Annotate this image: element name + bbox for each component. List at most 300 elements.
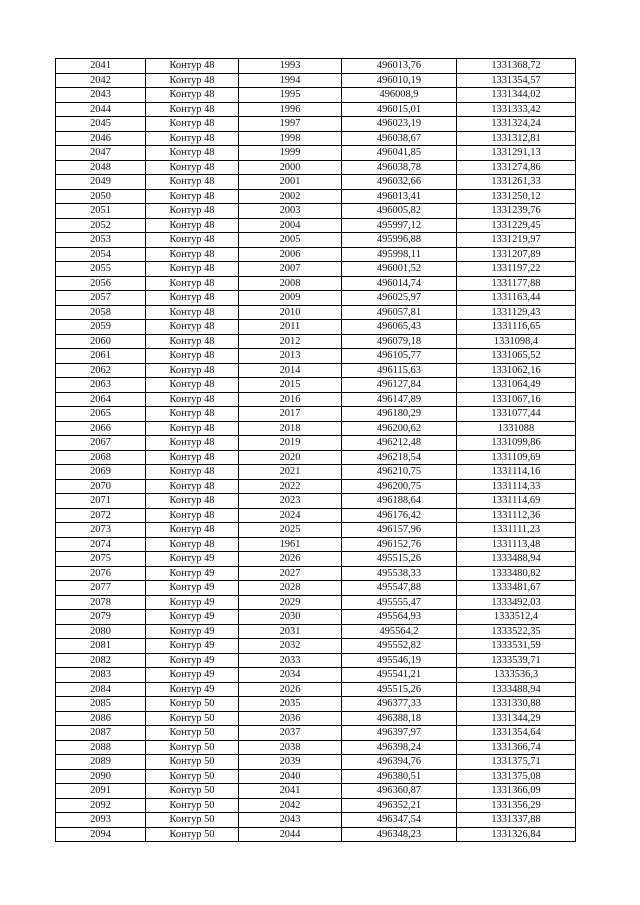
row-number-cell: 2075 <box>56 552 146 567</box>
y-coordinate-cell: 1331067,16 <box>457 392 576 407</box>
point-number-cell: 2000 <box>239 160 342 175</box>
y-coordinate-cell: 1331354,57 <box>457 73 576 88</box>
row-number-cell: 2068 <box>56 450 146 465</box>
y-coordinate-cell: 1331274,86 <box>457 160 576 175</box>
x-coordinate-cell: 495546,19 <box>342 653 457 668</box>
table-row <box>56 682 576 697</box>
x-coordinate-cell: 496014,74 <box>342 276 457 291</box>
contour-name-cell: Контур 50 <box>146 784 239 799</box>
point-number-cell: 2001 <box>239 175 342 190</box>
point-number-cell: 2031 <box>239 624 342 639</box>
x-coordinate-cell: 496010,19 <box>342 73 457 88</box>
y-coordinate-cell: 1331344,29 <box>457 711 576 726</box>
row-number-cell: 2080 <box>56 624 146 639</box>
table-row <box>56 131 576 146</box>
contour-name-cell: Контур 50 <box>146 813 239 828</box>
y-coordinate-cell: 1331250,12 <box>457 189 576 204</box>
x-coordinate-cell: 495552,82 <box>342 639 457 654</box>
row-number-cell: 2063 <box>56 378 146 393</box>
row-number-cell: 2046 <box>56 131 146 146</box>
point-number-cell: 2017 <box>239 407 342 422</box>
x-coordinate-cell: 495564,93 <box>342 610 457 625</box>
y-coordinate-cell: 1333531,59 <box>457 639 576 654</box>
x-coordinate-cell: 496157,96 <box>342 523 457 538</box>
table-row <box>56 610 576 625</box>
x-coordinate-cell: 496008,9 <box>342 88 457 103</box>
table-row <box>56 73 576 88</box>
table-row <box>56 653 576 668</box>
table-row <box>56 305 576 320</box>
point-number-cell: 2025 <box>239 523 342 538</box>
y-coordinate-cell: 1331219,97 <box>457 233 576 248</box>
table-row <box>56 581 576 596</box>
row-number-cell: 2065 <box>56 407 146 422</box>
point-number-cell: 2040 <box>239 769 342 784</box>
point-number-cell: 2015 <box>239 378 342 393</box>
row-number-cell: 2087 <box>56 726 146 741</box>
point-number-cell: 2009 <box>239 291 342 306</box>
point-number-cell: 2044 <box>239 827 342 842</box>
row-number-cell: 2069 <box>56 465 146 480</box>
table-row <box>56 508 576 523</box>
point-number-cell: 2023 <box>239 494 342 509</box>
x-coordinate-cell: 496005,82 <box>342 204 457 219</box>
y-coordinate-cell: 1331064,49 <box>457 378 576 393</box>
contour-name-cell: Контур 48 <box>146 450 239 465</box>
point-number-cell: 2043 <box>239 813 342 828</box>
y-coordinate-cell: 1331197,22 <box>457 262 576 277</box>
row-number-cell: 2045 <box>56 117 146 132</box>
point-number-cell: 1996 <box>239 102 342 117</box>
point-number-cell: 2038 <box>239 740 342 755</box>
point-number-cell: 2004 <box>239 218 342 233</box>
table-row <box>56 639 576 654</box>
x-coordinate-cell: 495997,12 <box>342 218 457 233</box>
x-coordinate-cell: 496180,29 <box>342 407 457 422</box>
row-number-cell: 2062 <box>56 363 146 378</box>
table-row <box>56 552 576 567</box>
table-row <box>56 436 576 451</box>
contour-name-cell: Контур 50 <box>146 711 239 726</box>
contour-name-cell: Контур 48 <box>146 88 239 103</box>
point-number-cell: 2035 <box>239 697 342 712</box>
x-coordinate-cell: 496115,63 <box>342 363 457 378</box>
coordinates-table <box>55 58 576 842</box>
table-row <box>56 740 576 755</box>
table-row <box>56 827 576 842</box>
row-number-cell: 2053 <box>56 233 146 248</box>
contour-name-cell: Контур 48 <box>146 276 239 291</box>
y-coordinate-cell: 1333512,4 <box>457 610 576 625</box>
x-coordinate-cell: 496013,76 <box>342 59 457 74</box>
y-coordinate-cell: 1331356,29 <box>457 798 576 813</box>
table-row <box>56 218 576 233</box>
y-coordinate-cell: 1331114,69 <box>457 494 576 509</box>
contour-name-cell: Контур 48 <box>146 494 239 509</box>
table-row <box>56 566 576 581</box>
point-number-cell: 2026 <box>239 682 342 697</box>
y-coordinate-cell: 1331366,74 <box>457 740 576 755</box>
point-number-cell: 2022 <box>239 479 342 494</box>
contour-name-cell: Контур 48 <box>146 421 239 436</box>
contour-name-cell: Контур 48 <box>146 131 239 146</box>
point-number-cell: 2011 <box>239 320 342 335</box>
table-row <box>56 146 576 161</box>
y-coordinate-cell: 1331261,33 <box>457 175 576 190</box>
x-coordinate-cell: 496013,41 <box>342 189 457 204</box>
contour-name-cell: Контур 48 <box>146 305 239 320</box>
row-number-cell: 2044 <box>56 102 146 117</box>
y-coordinate-cell: 1331112,36 <box>457 508 576 523</box>
row-number-cell: 2067 <box>56 436 146 451</box>
row-number-cell: 2057 <box>56 291 146 306</box>
contour-name-cell: Контур 48 <box>146 117 239 132</box>
contour-name-cell: Контур 50 <box>146 755 239 770</box>
point-number-cell: 2033 <box>239 653 342 668</box>
x-coordinate-cell: 496025,97 <box>342 291 457 306</box>
row-number-cell: 2058 <box>56 305 146 320</box>
y-coordinate-cell: 1331177,88 <box>457 276 576 291</box>
point-number-cell: 2006 <box>239 247 342 262</box>
table-row <box>56 523 576 538</box>
row-number-cell: 2070 <box>56 479 146 494</box>
contour-name-cell: Контур 48 <box>146 378 239 393</box>
row-number-cell: 2074 <box>56 537 146 552</box>
y-coordinate-cell: 1331099,86 <box>457 436 576 451</box>
x-coordinate-cell: 496001,52 <box>342 262 457 277</box>
x-coordinate-cell: 496023,19 <box>342 117 457 132</box>
contour-name-cell: Контур 48 <box>146 291 239 306</box>
table-row <box>56 276 576 291</box>
y-coordinate-cell: 1331337,88 <box>457 813 576 828</box>
x-coordinate-cell: 496218,54 <box>342 450 457 465</box>
x-coordinate-cell: 495996,88 <box>342 233 457 248</box>
x-coordinate-cell: 496398,24 <box>342 740 457 755</box>
contour-name-cell: Контур 49 <box>146 581 239 596</box>
y-coordinate-cell: 1331366,09 <box>457 784 576 799</box>
x-coordinate-cell: 496380,51 <box>342 769 457 784</box>
point-number-cell: 2034 <box>239 668 342 683</box>
y-coordinate-cell: 1331344,02 <box>457 88 576 103</box>
table-row <box>56 160 576 175</box>
row-number-cell: 2089 <box>56 755 146 770</box>
y-coordinate-cell: 1331375,08 <box>457 769 576 784</box>
y-coordinate-cell: 1333488,94 <box>457 682 576 697</box>
row-number-cell: 2088 <box>56 740 146 755</box>
table-row <box>56 204 576 219</box>
y-coordinate-cell: 1331324,24 <box>457 117 576 132</box>
point-number-cell: 2019 <box>239 436 342 451</box>
point-number-cell: 1961 <box>239 537 342 552</box>
row-number-cell: 2072 <box>56 508 146 523</box>
row-number-cell: 2047 <box>56 146 146 161</box>
contour-name-cell: Контур 50 <box>146 697 239 712</box>
contour-name-cell: Контур 48 <box>146 537 239 552</box>
x-coordinate-cell: 496176,42 <box>342 508 457 523</box>
y-coordinate-cell: 1333481,67 <box>457 581 576 596</box>
table-row <box>56 798 576 813</box>
point-number-cell: 2028 <box>239 581 342 596</box>
y-coordinate-cell: 1333492,03 <box>457 595 576 610</box>
table-row <box>56 668 576 683</box>
point-number-cell: 2016 <box>239 392 342 407</box>
point-number-cell: 2018 <box>239 421 342 436</box>
x-coordinate-cell: 496210,75 <box>342 465 457 480</box>
x-coordinate-cell: 496347,54 <box>342 813 457 828</box>
y-coordinate-cell: 1331114,16 <box>457 465 576 480</box>
point-number-cell: 2024 <box>239 508 342 523</box>
x-coordinate-cell: 496394,76 <box>342 755 457 770</box>
y-coordinate-cell: 1331116,65 <box>457 320 576 335</box>
row-number-cell: 2085 <box>56 697 146 712</box>
y-coordinate-cell: 1331113,48 <box>457 537 576 552</box>
point-number-cell: 2037 <box>239 726 342 741</box>
table-row <box>56 697 576 712</box>
contour-name-cell: Контур 49 <box>146 566 239 581</box>
contour-name-cell: Контур 49 <box>146 639 239 654</box>
x-coordinate-cell: 496038,67 <box>342 131 457 146</box>
row-number-cell: 2082 <box>56 653 146 668</box>
table-row <box>56 88 576 103</box>
point-number-cell: 2030 <box>239 610 342 625</box>
point-number-cell: 1999 <box>239 146 342 161</box>
point-number-cell: 2020 <box>239 450 342 465</box>
y-coordinate-cell: 1331368,72 <box>457 59 576 74</box>
contour-name-cell: Контур 50 <box>146 740 239 755</box>
y-coordinate-cell: 1331077,44 <box>457 407 576 422</box>
contour-name-cell: Контур 50 <box>146 798 239 813</box>
row-number-cell: 2083 <box>56 668 146 683</box>
x-coordinate-cell: 496377,33 <box>342 697 457 712</box>
x-coordinate-cell: 496127,84 <box>342 378 457 393</box>
point-number-cell: 2021 <box>239 465 342 480</box>
contour-name-cell: Контур 48 <box>146 233 239 248</box>
contour-name-cell: Контур 48 <box>146 436 239 451</box>
y-coordinate-cell: 1331098,4 <box>457 334 576 349</box>
contour-name-cell: Контур 48 <box>146 218 239 233</box>
point-number-cell: 2032 <box>239 639 342 654</box>
contour-name-cell: Контур 48 <box>146 363 239 378</box>
row-number-cell: 2059 <box>56 320 146 335</box>
row-number-cell: 2084 <box>56 682 146 697</box>
y-coordinate-cell: 1331239,76 <box>457 204 576 219</box>
x-coordinate-cell: 496200,62 <box>342 421 457 436</box>
y-coordinate-cell: 1333480,82 <box>457 566 576 581</box>
point-number-cell: 2007 <box>239 262 342 277</box>
table-row <box>56 537 576 552</box>
y-coordinate-cell: 1331312,81 <box>457 131 576 146</box>
contour-name-cell: Контур 50 <box>146 769 239 784</box>
contour-name-cell: Контур 48 <box>146 320 239 335</box>
contour-name-cell: Контур 49 <box>146 552 239 567</box>
y-coordinate-cell: 1333539,71 <box>457 653 576 668</box>
table-row <box>56 363 576 378</box>
contour-name-cell: Контур 48 <box>146 73 239 88</box>
row-number-cell: 2086 <box>56 711 146 726</box>
contour-name-cell: Контур 48 <box>146 160 239 175</box>
row-number-cell: 2055 <box>56 262 146 277</box>
row-number-cell: 2066 <box>56 421 146 436</box>
x-coordinate-cell: 496200,75 <box>342 479 457 494</box>
y-coordinate-cell: 1333488,94 <box>457 552 576 567</box>
point-number-cell: 2042 <box>239 798 342 813</box>
x-coordinate-cell: 495515,26 <box>342 682 457 697</box>
y-coordinate-cell: 1331062,16 <box>457 363 576 378</box>
x-coordinate-cell: 496152,76 <box>342 537 457 552</box>
contour-name-cell: Контур 49 <box>146 668 239 683</box>
y-coordinate-cell: 1333536,3 <box>457 668 576 683</box>
contour-name-cell: Контур 50 <box>146 827 239 842</box>
y-coordinate-cell: 1331375,71 <box>457 755 576 770</box>
coordinates-table-body <box>56 59 576 842</box>
contour-name-cell: Контур 50 <box>146 726 239 741</box>
point-number-cell: 1993 <box>239 59 342 74</box>
point-number-cell: 2014 <box>239 363 342 378</box>
table-row <box>56 407 576 422</box>
point-number-cell: 1995 <box>239 88 342 103</box>
y-coordinate-cell: 1331333,42 <box>457 102 576 117</box>
contour-name-cell: Контур 49 <box>146 653 239 668</box>
table-row <box>56 349 576 364</box>
row-number-cell: 2056 <box>56 276 146 291</box>
row-number-cell: 2077 <box>56 581 146 596</box>
point-number-cell: 2039 <box>239 755 342 770</box>
table-row <box>56 102 576 117</box>
row-number-cell: 2081 <box>56 639 146 654</box>
row-number-cell: 2076 <box>56 566 146 581</box>
table-row <box>56 813 576 828</box>
y-coordinate-cell: 1331207,89 <box>457 247 576 262</box>
contour-name-cell: Контур 48 <box>146 508 239 523</box>
point-number-cell: 2029 <box>239 595 342 610</box>
y-coordinate-cell: 1331229,45 <box>457 218 576 233</box>
x-coordinate-cell: 495515,26 <box>342 552 457 567</box>
contour-name-cell: Контур 49 <box>146 682 239 697</box>
y-coordinate-cell: 1331109,69 <box>457 450 576 465</box>
row-number-cell: 2079 <box>56 610 146 625</box>
x-coordinate-cell: 496015,01 <box>342 102 457 117</box>
y-coordinate-cell: 1331163,44 <box>457 291 576 306</box>
table-row <box>56 334 576 349</box>
table-row <box>56 421 576 436</box>
table-row <box>56 262 576 277</box>
row-number-cell: 2051 <box>56 204 146 219</box>
x-coordinate-cell: 495564,2 <box>342 624 457 639</box>
point-number-cell: 2005 <box>239 233 342 248</box>
x-coordinate-cell: 495998,11 <box>342 247 457 262</box>
point-number-cell: 2010 <box>239 305 342 320</box>
table-row <box>56 726 576 741</box>
row-number-cell: 2093 <box>56 813 146 828</box>
contour-name-cell: Контур 48 <box>146 407 239 422</box>
point-number-cell: 2002 <box>239 189 342 204</box>
point-number-cell: 2036 <box>239 711 342 726</box>
contour-name-cell: Контур 48 <box>146 262 239 277</box>
table-row <box>56 494 576 509</box>
x-coordinate-cell: 496388,18 <box>342 711 457 726</box>
y-coordinate-cell: 1331354,64 <box>457 726 576 741</box>
row-number-cell: 2050 <box>56 189 146 204</box>
row-number-cell: 2041 <box>56 59 146 74</box>
table-row <box>56 291 576 306</box>
point-number-cell: 2003 <box>239 204 342 219</box>
x-coordinate-cell: 496348,23 <box>342 827 457 842</box>
y-coordinate-cell: 1333522,35 <box>457 624 576 639</box>
x-coordinate-cell: 496065,43 <box>342 320 457 335</box>
row-number-cell: 2052 <box>56 218 146 233</box>
row-number-cell: 2049 <box>56 175 146 190</box>
x-coordinate-cell: 496057,81 <box>342 305 457 320</box>
contour-name-cell: Контур 48 <box>146 175 239 190</box>
row-number-cell: 2094 <box>56 827 146 842</box>
x-coordinate-cell: 496188,64 <box>342 494 457 509</box>
table-row <box>56 378 576 393</box>
x-coordinate-cell: 496079,18 <box>342 334 457 349</box>
point-number-cell: 2012 <box>239 334 342 349</box>
contour-name-cell: Контур 48 <box>146 334 239 349</box>
contour-name-cell: Контур 48 <box>146 465 239 480</box>
x-coordinate-cell: 496360,87 <box>342 784 457 799</box>
contour-name-cell: Контур 49 <box>146 624 239 639</box>
x-coordinate-cell: 496147,89 <box>342 392 457 407</box>
row-number-cell: 2042 <box>56 73 146 88</box>
contour-name-cell: Контур 48 <box>146 523 239 538</box>
point-number-cell: 1998 <box>239 131 342 146</box>
row-number-cell: 2073 <box>56 523 146 538</box>
table-row <box>56 769 576 784</box>
table-row <box>56 59 576 74</box>
contour-name-cell: Контур 48 <box>146 204 239 219</box>
contour-name-cell: Контур 48 <box>146 59 239 74</box>
point-number-cell: 1997 <box>239 117 342 132</box>
table-row <box>56 320 576 335</box>
table-row <box>56 624 576 639</box>
row-number-cell: 2071 <box>56 494 146 509</box>
y-coordinate-cell: 1331326,84 <box>457 827 576 842</box>
row-number-cell: 2091 <box>56 784 146 799</box>
y-coordinate-cell: 1331291,13 <box>457 146 576 161</box>
y-coordinate-cell: 1331114,33 <box>457 479 576 494</box>
contour-name-cell: Контур 49 <box>146 595 239 610</box>
y-coordinate-cell: 1331111,23 <box>457 523 576 538</box>
point-number-cell: 1994 <box>239 73 342 88</box>
x-coordinate-cell: 496352,21 <box>342 798 457 813</box>
x-coordinate-cell: 496041,85 <box>342 146 457 161</box>
contour-name-cell: Контур 48 <box>146 479 239 494</box>
table-row <box>56 247 576 262</box>
row-number-cell: 2060 <box>56 334 146 349</box>
table-row <box>56 450 576 465</box>
x-coordinate-cell: 496397,97 <box>342 726 457 741</box>
row-number-cell: 2092 <box>56 798 146 813</box>
contour-name-cell: Контур 49 <box>146 610 239 625</box>
contour-name-cell: Контур 48 <box>146 102 239 117</box>
contour-name-cell: Контур 48 <box>146 349 239 364</box>
table-row <box>56 117 576 132</box>
table-row <box>56 479 576 494</box>
y-coordinate-cell: 1331088 <box>457 421 576 436</box>
y-coordinate-cell: 1331129,43 <box>457 305 576 320</box>
row-number-cell: 2090 <box>56 769 146 784</box>
x-coordinate-cell: 495547,88 <box>342 581 457 596</box>
row-number-cell: 2061 <box>56 349 146 364</box>
x-coordinate-cell: 496105,77 <box>342 349 457 364</box>
row-number-cell: 2064 <box>56 392 146 407</box>
row-number-cell: 2078 <box>56 595 146 610</box>
x-coordinate-cell: 495555,47 <box>342 595 457 610</box>
contour-name-cell: Контур 48 <box>146 146 239 161</box>
table-row <box>56 711 576 726</box>
